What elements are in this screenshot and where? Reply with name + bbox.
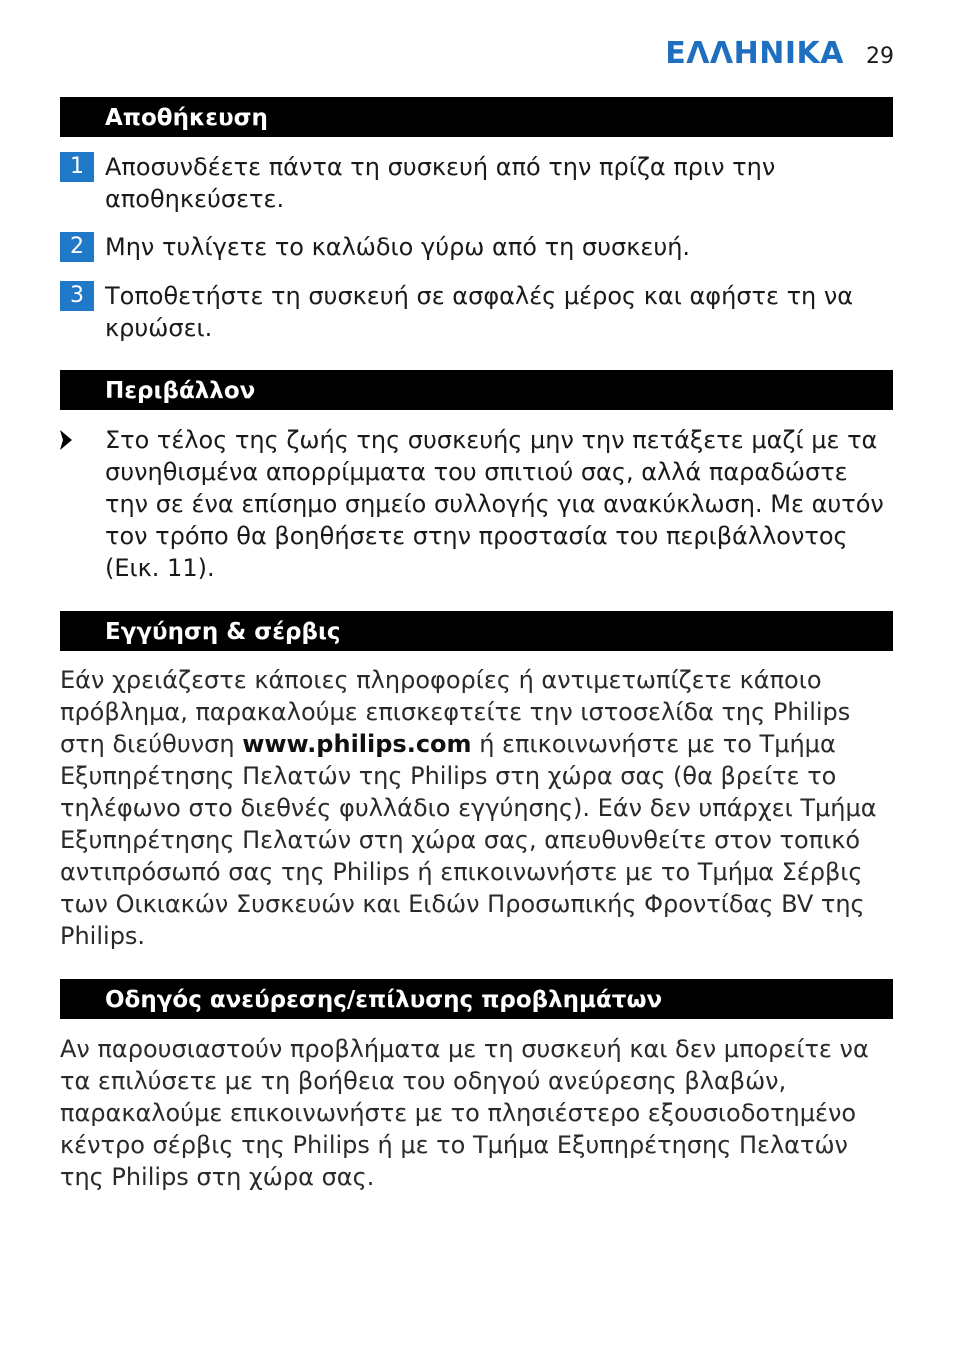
bullet-text: Στο τέλος της ζωής της συσκευής μην την πετάξετε μαζί με τα συνηθισμένα απορρίμματα του σπιτιού σας, αλλά παραδώστε την σε ένα επίσημο σημείο συλλογής για ανακύκλωση. Με αυτόν τον τρόπο θα βοηθήσετε στην προστασία του περιβάλλοντος (Εικ. 11). — [105, 426, 884, 582]
step-text: Αποσυνδέετε πάντα τη συσκευή από την πρίζα πριν την αποθηκεύσετε. — [105, 153, 776, 213]
page-number: 29 — [866, 44, 894, 69]
section-title-environment: Περιβάλλον — [60, 370, 893, 410]
page-header — [665, 36, 894, 71]
troubleshooting-paragraph: Αν παρουσιαστούν προβλήματα με τη συσκευή και δεν μπορείτε να τα επιλύσετε με τη βοήθεια του οδηγού ανεύρεσης βλαβών, παρακαλούμε επικοινωνήστε με το πλησιέστερο εξουσιοδοτημένο κέντρο σέρβις της Philips ή με το Τμήμα Εξυπηρέτησης Πελατών της Philips στη χώρα σας. — [60, 1035, 869, 1191]
step-number: 3 — [60, 281, 94, 311]
section-title-troubleshooting: Οδηγός ανεύρεσης/επίλυσης προβλημάτων — [60, 979, 893, 1019]
step-3 — [60, 281, 893, 345]
philips-website-link[interactable]: www.philips.com — [242, 730, 472, 758]
bullet-arrow-icon — [60, 430, 72, 450]
warranty-text-start: Εάν χρειάζεστε κάποιες πληροφορίες ή αντιμετωπίζετε κάποιο πρόβλημα, παρακαλούμε επισκεφτείτε την ιστοσελίδα της Philips στη διεύθυνση — [60, 666, 851, 758]
environment-bullet — [60, 424, 893, 584]
language-label: ΕΛΛΗΝΙΚΑ — [665, 36, 844, 71]
step-number: 1 — [60, 152, 94, 182]
step-1 — [60, 152, 893, 216]
step-text: Τοποθετήστε τη συσκευή σε ασφαλές μέρος και αφήστε τη να κρυώσει. — [105, 282, 854, 342]
section-title-warranty: Εγγύηση & σέρβις — [60, 611, 893, 651]
step-text: Μην τυλίγετε το καλώδιο γύρω από τη συσκευή. — [105, 233, 691, 261]
step-2 — [60, 232, 893, 264]
section-title-storage: Αποθήκευση — [60, 97, 893, 137]
step-number: 2 — [60, 232, 94, 262]
warranty-text-end: ή επικοινωνήστε με το Τμήμα Εξυπηρέτησης Πελατών της Philips στη χώρα σας (θα βρείτε το τηλέφωνο στο διεθνές φυλλάδιο εγγύησης). Εάν δεν υπάρχει Τμήμα Εξυπηρέτησης Πελατών στη χώρα σας, απευθυνθείτε στον τοπικό αντιπρόσωπό σας της Philips ή επικοινωνήστε με το Τμήμα Σέρβις των Οικιακών Συσκευών και Ειδών Προσωπικής Φροντίδας BV της Philips. — [60, 730, 877, 950]
warranty-paragraph — [60, 664, 893, 952]
